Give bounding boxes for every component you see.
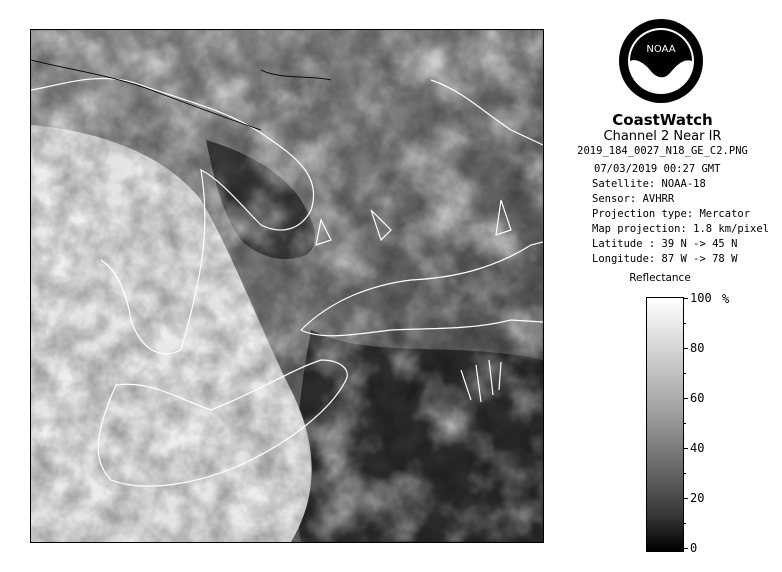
legend-tick-label: 0 bbox=[690, 541, 698, 555]
map-svg bbox=[31, 30, 543, 542]
legend-minor-tick bbox=[683, 423, 686, 424]
legend-title: Reflectance bbox=[629, 272, 691, 284]
channel-subtitle: Channel 2 Near IR bbox=[603, 129, 722, 144]
satellite-text: Satellite: NOAA-18 bbox=[592, 178, 706, 190]
projection-type-text: Projection type: Mercator bbox=[592, 208, 751, 220]
legend-tick bbox=[683, 448, 688, 449]
sensor-text: Sensor: AVHRR bbox=[592, 193, 675, 205]
legend-tick bbox=[683, 348, 688, 349]
legend-unit: % bbox=[722, 292, 730, 306]
noaa-logo bbox=[618, 18, 704, 104]
map-projection-text: Map projection: 1.8 km/pixel bbox=[592, 223, 770, 235]
datetime-text: 07/03/2019 00:27 GMT bbox=[594, 163, 721, 175]
legend-tick-label: 80 bbox=[690, 341, 705, 355]
legend-tick-label: 40 bbox=[690, 441, 705, 455]
legend-tick bbox=[683, 398, 688, 399]
legend-tick bbox=[683, 498, 688, 499]
logo-text: NOAA bbox=[646, 44, 676, 55]
legend-minor-tick bbox=[683, 323, 686, 324]
metadata-panel bbox=[592, 162, 772, 267]
legend-minor-tick bbox=[683, 523, 686, 524]
legend-tick bbox=[683, 548, 688, 549]
latitude-text: Latitude : 39 N -> 45 N bbox=[592, 238, 738, 250]
legend-minor-tick bbox=[683, 473, 686, 474]
legend-tick-label: 100 bbox=[690, 291, 712, 305]
longitude-text: Longitude: 87 W -> 78 W bbox=[592, 253, 738, 265]
legend-tick-label: 60 bbox=[690, 391, 705, 405]
surface-texture bbox=[31, 30, 543, 542]
app-title: CoastWatch bbox=[612, 111, 713, 129]
legend-tick bbox=[683, 298, 688, 299]
filename-text: 2019_184_0027_N18_GE_C2.PNG bbox=[577, 145, 748, 157]
legend-minor-tick bbox=[683, 373, 686, 374]
info-panel bbox=[560, 112, 765, 159]
legend-tick-label: 20 bbox=[690, 491, 705, 505]
satellite-image bbox=[30, 29, 544, 543]
reflectance-colorbar bbox=[646, 297, 684, 552]
